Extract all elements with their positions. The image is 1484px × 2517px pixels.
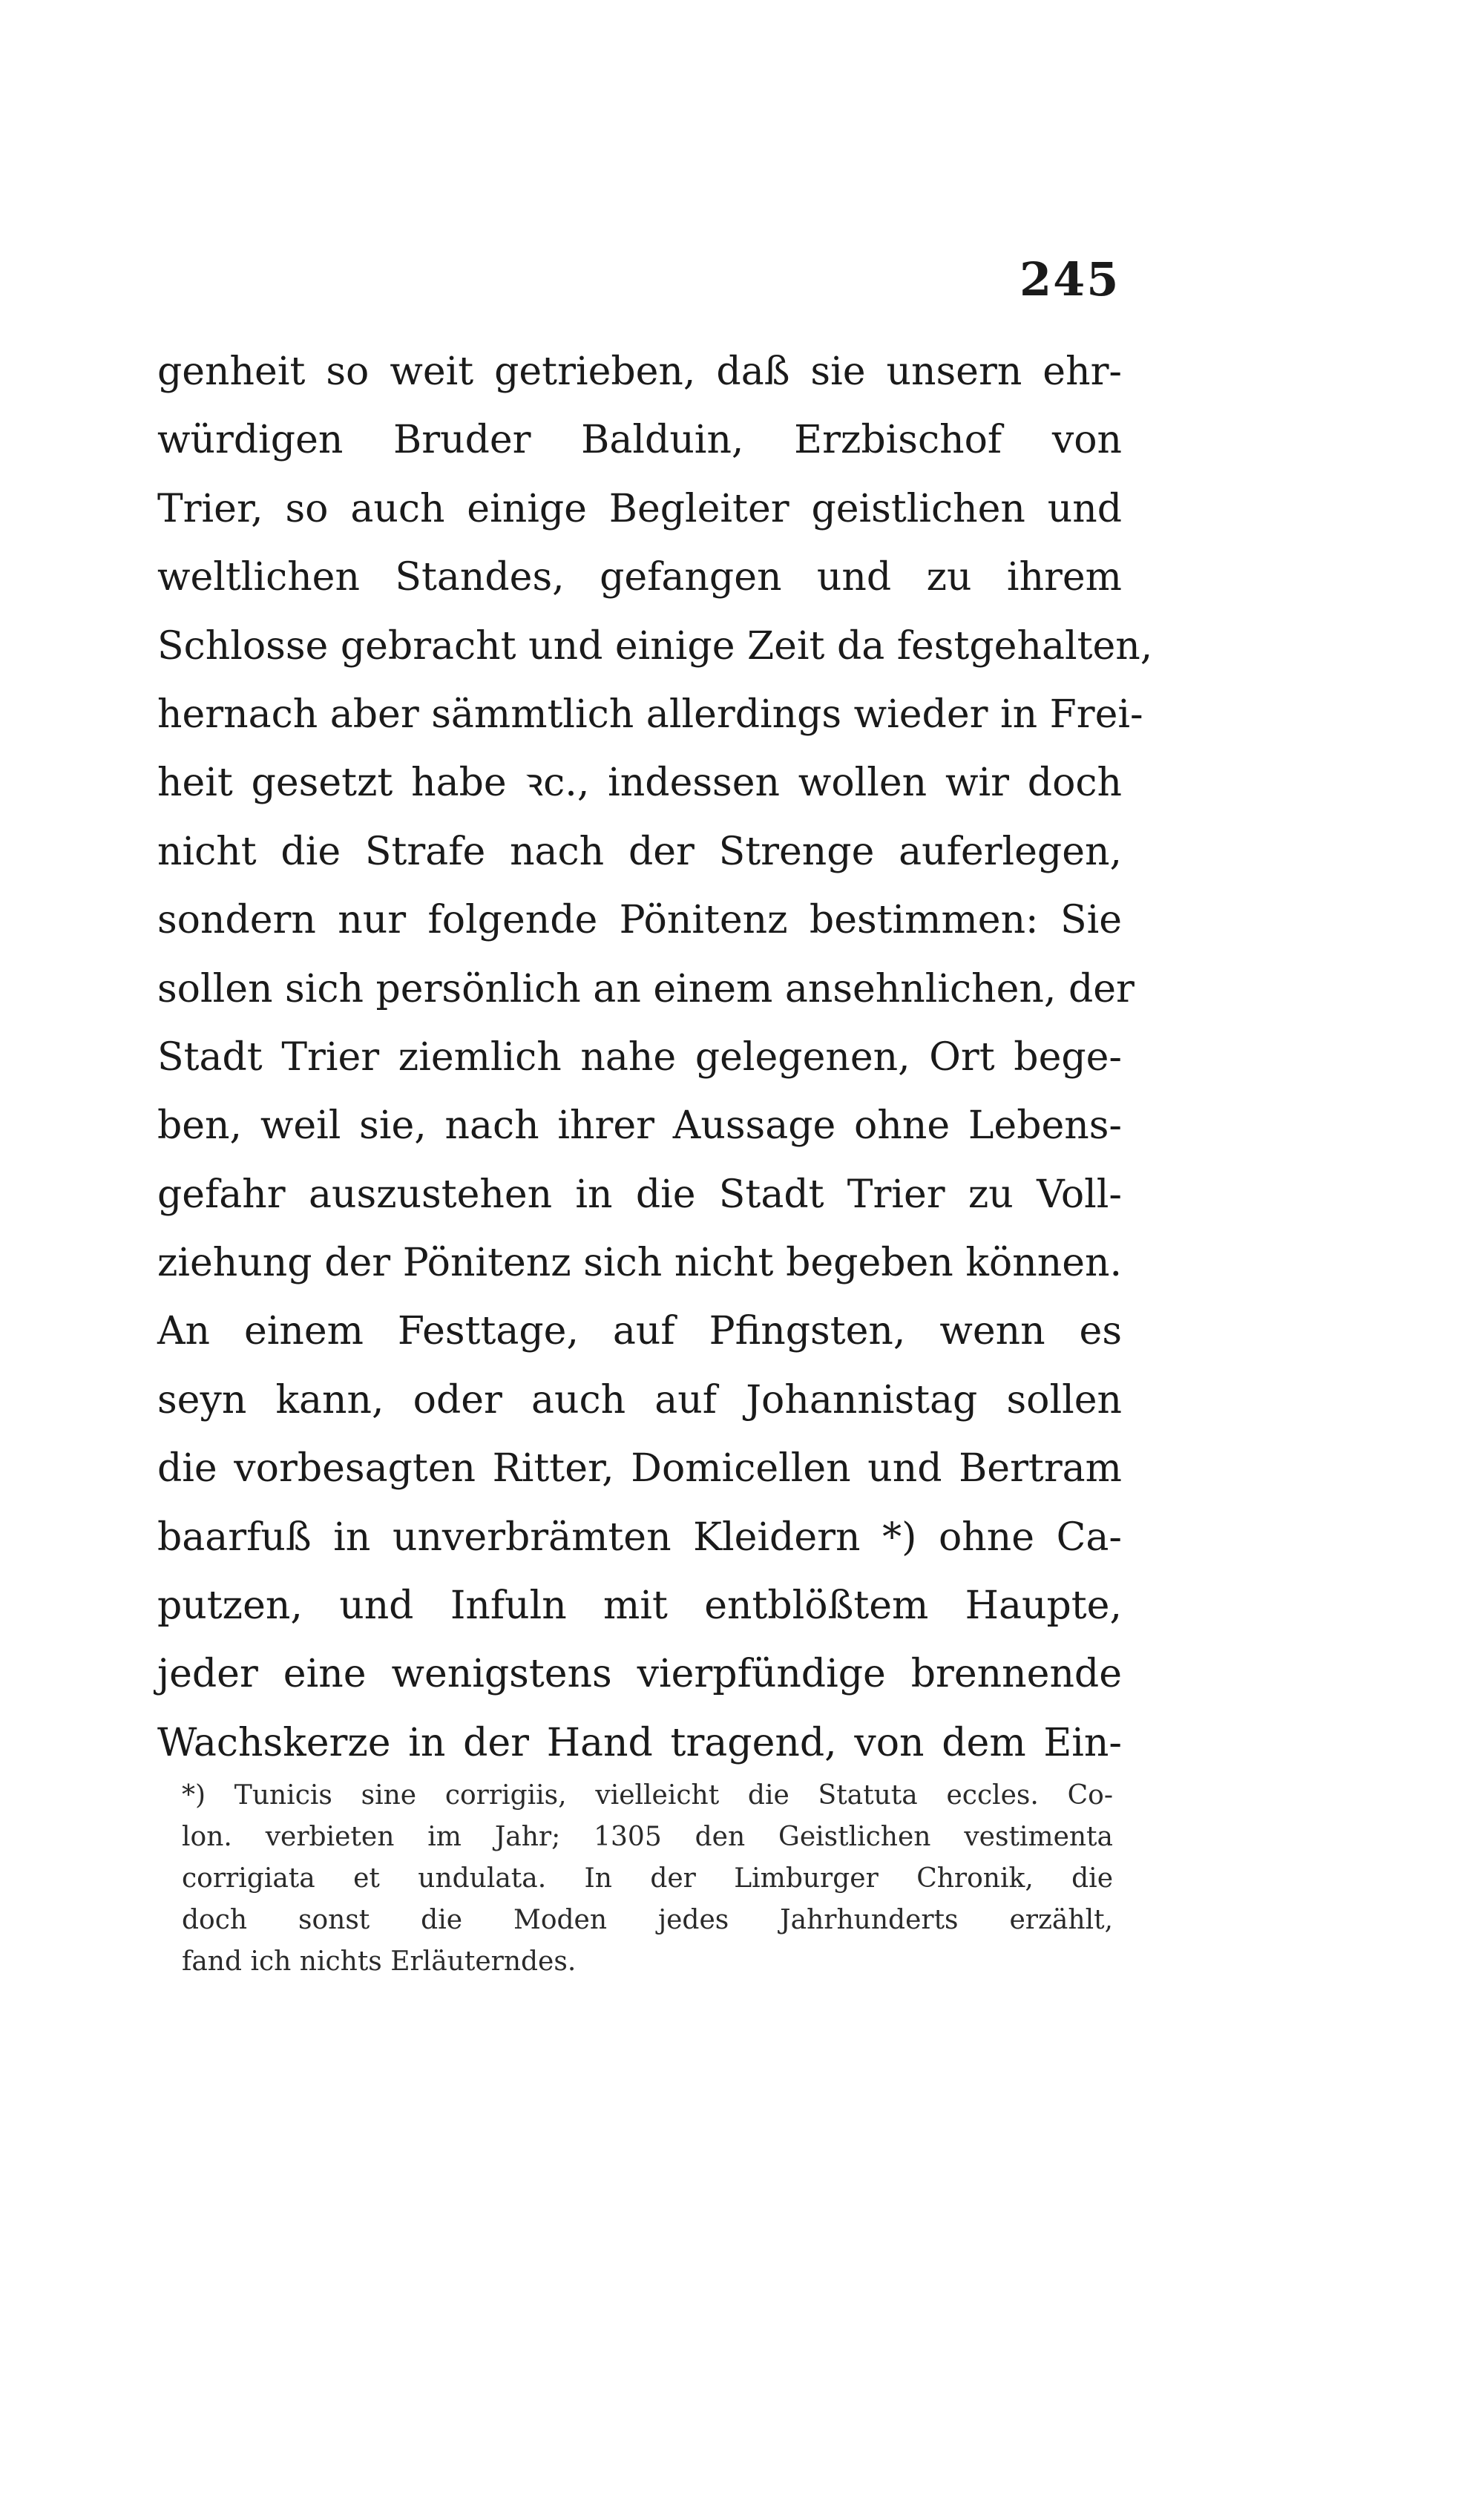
text-line: Trier, so auch einige Begleiter geistlichen und	[157, 486, 1122, 531]
footnote-line: doch sonst die Moden jedes Jahrhunderts erzählt,	[182, 1905, 1113, 1935]
text-line: An einem Festtage, auf Pfingsten, wenn es	[157, 1309, 1122, 1354]
text-line: Stadt Trier ziemlich nahe gelegenen, Ort bege-	[157, 1034, 1122, 1080]
text-line: hernach aber sämmtlich allerdings wieder in Frei-	[157, 692, 1143, 737]
footnote-line: fand ich nichts Erläuterndes.	[182, 1946, 577, 1977]
main-text-block	[157, 338, 1153, 1777]
footnote-block	[182, 1775, 1113, 1983]
text-line: weltlichen Standes, gefangen und zu ihrem	[157, 555, 1122, 600]
text-line: würdigen Bruder Balduin, Erzbischof von	[157, 418, 1122, 463]
footnote-line: corrigiata et undulata. In der Limburger Chronik, die	[182, 1863, 1113, 1894]
text-line: seyn kann, oder auch auf Johannistag sollen	[157, 1377, 1122, 1422]
text-line: putzen, und Infuln mit entblößtem Haupte,	[157, 1584, 1122, 1629]
text-line: die vorbesagten Ritter, Domicellen und Bertram	[157, 1446, 1122, 1492]
text-line: gefahr auszustehen in die Stadt Trier zu Voll-	[157, 1172, 1122, 1217]
text-line: genheit so weit getrieben, daß sie unsern ehr-	[157, 350, 1122, 394]
text-line: Wachskerze in der Hand tragend, von dem Ein-	[157, 1720, 1122, 1765]
footnote-line: lon. verbieten im Jahr; 1305 den Geistlichen vestimenta	[182, 1822, 1113, 1852]
text-line: heit gesetzt habe ꝛc., indessen wollen wir doch	[157, 761, 1122, 806]
page-number: 245	[1020, 252, 1120, 306]
footnote-line: *) Tunicis sine corrigiis, vielleicht die Statuta eccles. Co-	[182, 1780, 1113, 1811]
text-line: sollen sich persönlich an einem ansehnlichen, der	[157, 966, 1135, 1011]
text-line: nicht die Strafe nach der Strenge auferlegen,	[157, 829, 1122, 874]
text-line: ziehung der Pönitenz sich nicht begeben können.	[157, 1241, 1122, 1286]
text-line: sondern nur folgende Pönitenz bestimmen: Sie	[157, 898, 1122, 943]
text-line: baarfuß in unverbrämten Kleidern *) ohne Ca-	[157, 1515, 1122, 1560]
text-line: ben, weil sie, nach ihrer Aussage ohne Lebens-	[157, 1103, 1122, 1149]
text-line: jeder eine wenigstens vierpfündige brennende	[157, 1652, 1122, 1697]
text-line: Schlosse gebracht und einige Zeit da festgehalten,	[157, 623, 1153, 669]
